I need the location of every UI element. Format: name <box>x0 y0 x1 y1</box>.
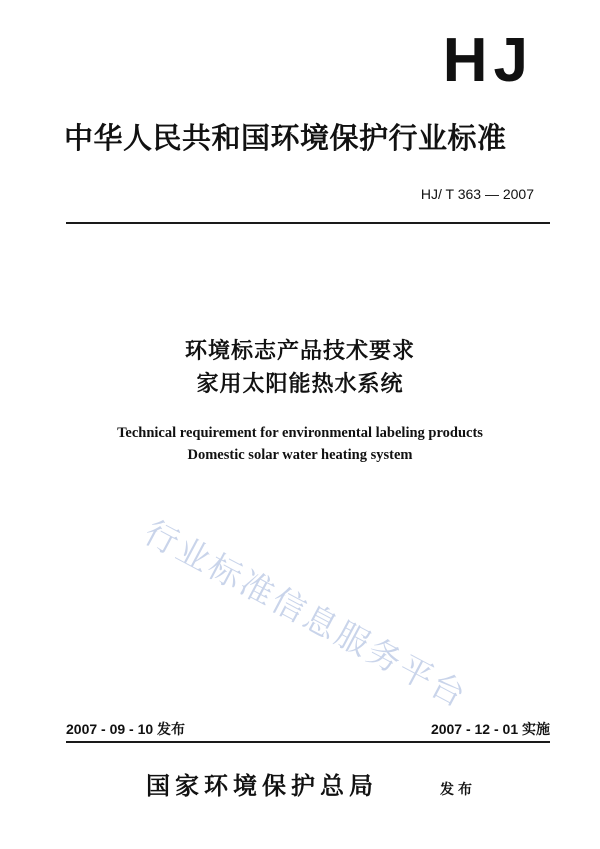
issue-date: 2007 - 09 - 10 发布 <box>66 721 186 737</box>
category-title: 中华人民共和国环境保护行业标准 <box>64 121 507 155</box>
watermark: 行业标准信息服务平台 <box>138 512 475 716</box>
top-divider <box>66 222 550 224</box>
chinese-title-line-1: 环境标志产品技术要求 <box>184 339 415 364</box>
implementation-date: 2007 - 12 - 01 实施 <box>430 721 550 737</box>
chinese-title-line-2: 家用太阳能热水系统 <box>196 372 404 397</box>
bottom-divider <box>66 741 550 743</box>
hj-logo: HJ <box>442 26 534 95</box>
publish-label: 发布 <box>440 782 476 798</box>
english-title-line-1: Technical requirement for environmental labeling products <box>117 425 483 441</box>
english-title-line-2: Domestic solar water heating system <box>187 447 413 463</box>
publisher-name: 国家环境保护总局 <box>146 772 378 800</box>
standard-number: HJ/ T 363 — 2007 <box>420 186 534 202</box>
